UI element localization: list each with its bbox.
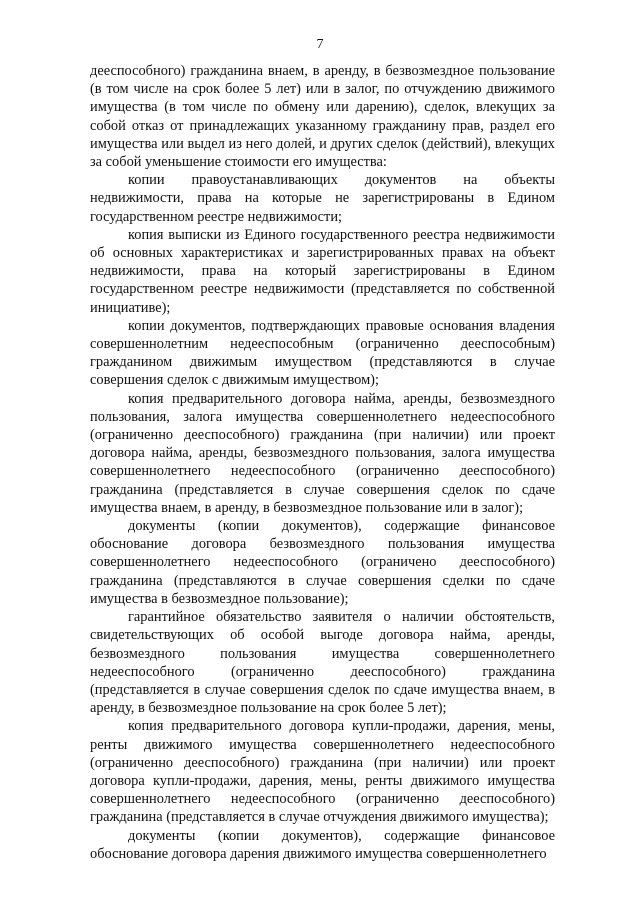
paragraph-sale-contract: копия предварительного договора купли-продажи, дарения, мены, ренты движимого имущества совершеннолетнего недееспособного (ограниченно дееспособного) гражданина (при наличии) или проект договора купли-продажи, дарения, мены, ренты движимого имущества совершеннолетнего недееспособного (ограниченно дееспособного) гражданина (представляется в случае отчуждения движимого имущества); [90,718,555,826]
paragraph-guarantee-obligation: гарантийное обязательство заявителя о наличии обстоятельств, свидетельствующих об особой выгоде договора найма, аренды, безвозмездного пользования имущества совершеннолетнего недееспособного (ограниченно дееспособного) гражданина (представляется в случае совершения сделок по сдаче имущества внаем, в аренду, в безвозмездное пользование на срок более 5 лет); [90,609,555,717]
paragraph-free-use-justification: документы (копии документов), содержащие финансовое обоснование договора безвозмездного пользования имущества совершеннолетнего недееспособного (ограничено дееспособного) гражданина (представляются в случае совершения сделки по сдаче имущества в безвозмездное пользование); [90,518,555,607]
paragraph-title-documents: копии правоустанавливающих документов на объекты недвижимости, права на которые не зарегистрированы в Едином государственном реестре недвижимости; [90,172,555,225]
paragraph-movable-property-basis: копии документов, подтверждающих правовые основания владения совершеннолетним недееспособным (ограниченно дееспособным) гражданином движимым имуществом (представляются в случае совершения сделок с движимым имуществом); [90,317,555,389]
paragraph-continuation: дееспособного) гражданина внаем, в аренду, в безвозмездное пользование (в том числе на срок более 5 лет) или в залог, по отчуждению движимого имущества (в том числе по обмену или дарению), сделок, влекущих за собой отказ от принадлежащих указанному гражданину прав, раздел его имущества или выдел из него долей, и других сделок (действий), влекущих за собой уменьшение стоимости его имущества: [90,63,555,171]
document-body [90,62,555,863]
paragraph-lease-contract: копия предварительного договора найма, аренды, безвозмездного пользования, залога имущества совершеннолетнего недееспособного (ограниченно дееспособного) гражданина (при наличии) или проект договора найма, аренды, безвозмездного пользования, залога имущества совершеннолетнего недееспособного (ограниченно дееспособного) гражданина (представляется в случае совершения сделок по сдаче имущества внаем, в аренду, в безвозмездное пользование или в залог); [90,390,555,516]
paragraph-egrn-extract: копия выписки из Единого государственного реестра недвижимости об основных характеристиках и зарегистрированных правах на объект недвижимости, права на который зарегистрированы в Едином государственном реестре недвижимости (представляется по собственной инициативе); [90,226,555,316]
page-number: 7 [316,37,324,52]
paragraph-gift-justification: документы (копии документов), содержащие финансовое обоснование договора дарения движимого имущества совершеннолетнего [90,827,555,862]
